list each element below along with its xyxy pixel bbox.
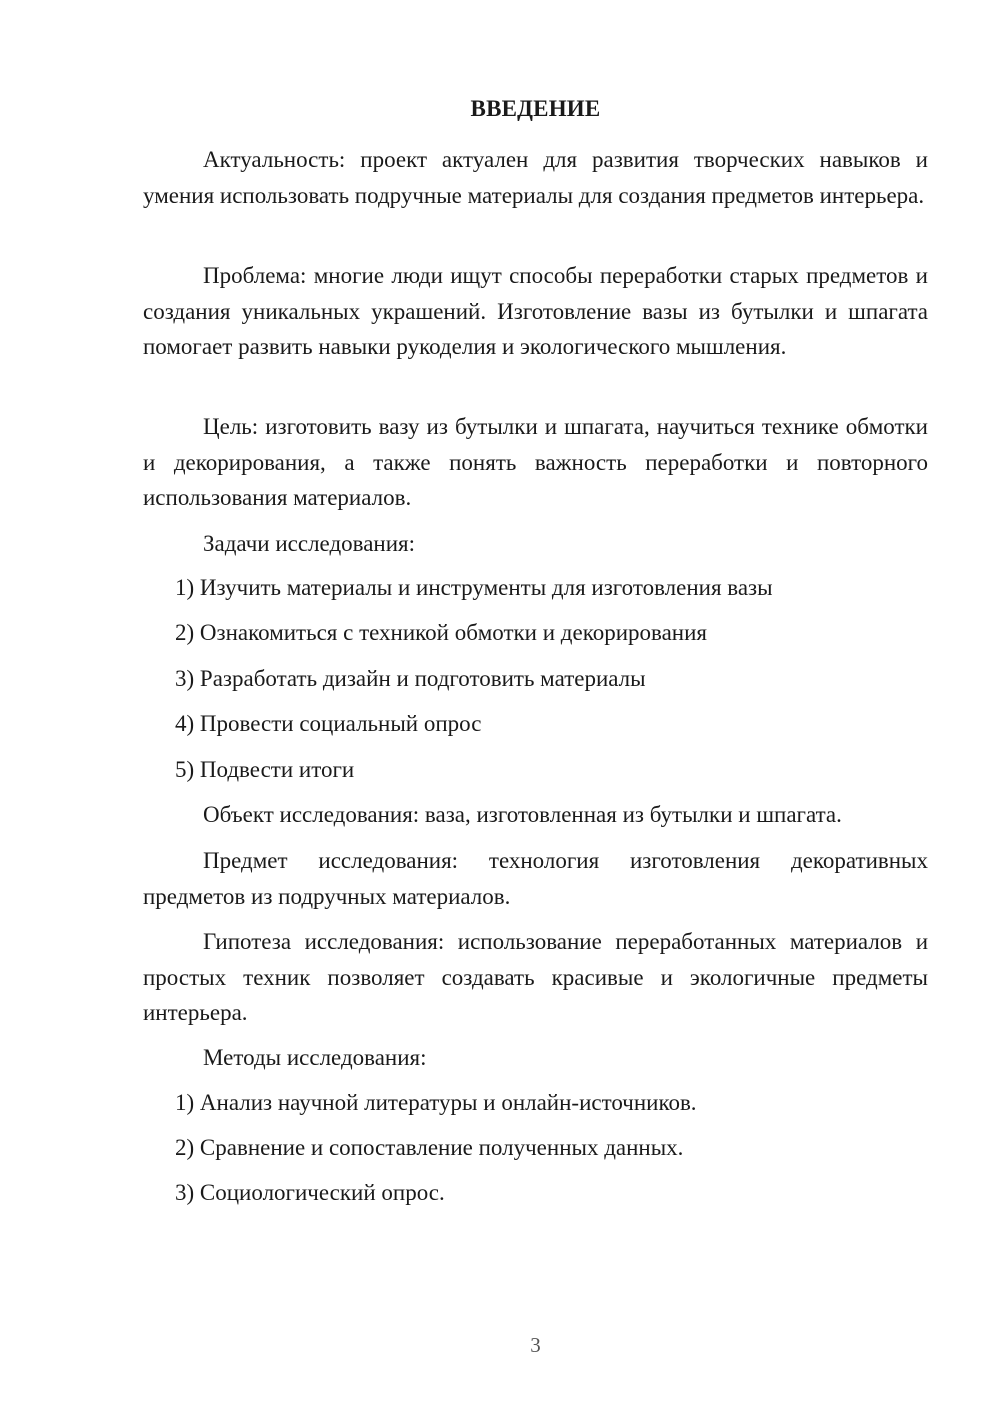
task-item: 4) Провести социальный опрос bbox=[175, 711, 482, 736]
page-number: 3 bbox=[530, 1333, 541, 1357]
relevance-paragraph: Актуальность: проект актуален для развития творческих навыков и умения использовать подручные материалы для создания предметов интерьера. bbox=[143, 147, 928, 208]
object-paragraph: Объект исследования: ваза, изготовленная из бутылки и шпагата. bbox=[203, 802, 842, 827]
document-page bbox=[143, 0, 928, 1414]
method-item: 1) Анализ научной литературы и онлайн-источников. bbox=[175, 1090, 697, 1115]
subject-paragraph: Предмет исследования: технология изготовления декоративных предметов из подручных материалов. bbox=[143, 848, 928, 909]
goal-paragraph: Цель: изготовить вазу из бутылки и шпагата, научиться технике обмотки и декорирования, а также понять важность переработки и повторного использования материалов. bbox=[143, 414, 928, 510]
method-item: 2) Сравнение и сопоставление полученных данных. bbox=[175, 1135, 684, 1160]
task-item: 1) Изучить материалы и инструменты для изготовления вазы bbox=[175, 575, 773, 600]
page-title: ВВЕДЕНИЕ bbox=[470, 96, 601, 121]
hypothesis-paragraph: Гипотеза исследования: использование переработанных материалов и простых техник позволяет создавать красивые и экологичные предметы интерьера. bbox=[143, 929, 928, 1025]
tasks-heading: Задачи исследования: bbox=[203, 531, 416, 556]
problem-paragraph: Проблема: многие люди ищут способы переработки старых предметов и создания уникальных украшений. Изготовление вазы из бутылки и шпагата помогает развить навыки рукоделия и экологического мышления. bbox=[143, 263, 928, 359]
task-item: 2) Ознакомиться с техникой обмотки и декорирования bbox=[175, 620, 707, 645]
task-item: 3) Разработать дизайн и подготовить материалы bbox=[175, 666, 646, 691]
methods-heading: Методы исследования: bbox=[203, 1045, 427, 1070]
method-item: 3) Социологический опрос. bbox=[175, 1180, 445, 1205]
task-item: 5) Подвести итоги bbox=[175, 757, 355, 782]
